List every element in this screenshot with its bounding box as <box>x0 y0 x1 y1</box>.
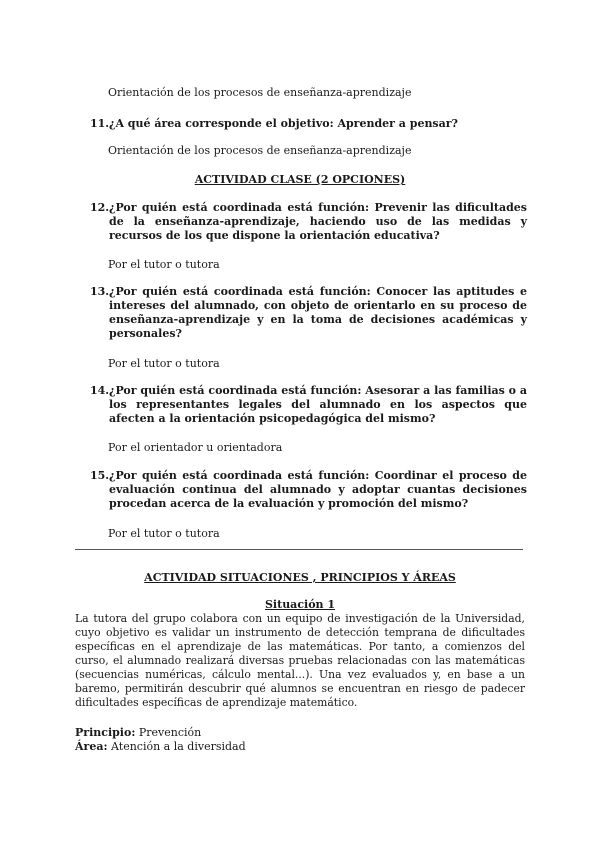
principio-line <box>75 726 201 740</box>
question-14 <box>90 384 527 426</box>
heading-actividad-clase: ACTIVIDAD CLASE (2 OPCIONES) <box>194 173 406 186</box>
principio-value: Prevención <box>138 726 202 739</box>
principio-label: Principio: <box>75 726 136 739</box>
heading-situacion-1: Situación 1 <box>264 598 336 611</box>
question-number: 15. <box>90 469 110 482</box>
answer-12: Por el tutor o tutora <box>108 258 220 271</box>
question-text: ¿Por quién está coordinada está función: Prevenir las dificultades de la enseñanza-aprendizaje, haciendo uso de las medidas y recursos de los que dispone la orientación educativa? <box>109 201 527 242</box>
answer-13: Por el tutor o tutora <box>108 357 220 370</box>
question-11 <box>90 117 527 131</box>
answer-14: Por el orientador u orientadora <box>108 441 283 454</box>
heading-actividad-situaciones: ACTIVIDAD SITUACIONES , PRINCIPIOS Y ÁREAS <box>144 571 456 584</box>
area-line <box>75 740 246 754</box>
section-divider <box>75 549 523 550</box>
answer-10: Orientación de los procesos de enseñanza-aprendizaje <box>108 86 412 99</box>
answer-15: Por el tutor o tutora <box>108 527 220 540</box>
question-15 <box>90 469 527 511</box>
question-text: ¿A qué área corresponde el objetivo: Aprender a pensar? <box>109 117 458 130</box>
question-number: 12. <box>90 201 110 214</box>
area-label: Área: <box>75 740 108 753</box>
situacion-paragraph: La tutora del grupo colabora con un equipo de investigación de la Universidad, cuyo objetivo es validar un instrumento de detección temprana de dificultades específicas en el aprendizaje de las matemáticas. Por tanto, a comienzos del curso, el alumnado realizará diversas pruebas relacionadas con las matemáticas (secuencias numéricas, cálculo mental...). Una vez evaluados y, en base a un baremo, permitirán descubrir qué alumnos se encuentran en riesgo de padecer dificultades específicas de aprendizaje matemático. <box>75 612 525 709</box>
question-number: 11. <box>90 117 110 130</box>
question-13 <box>90 285 527 341</box>
question-text: ¿Por quién está coordinada está función: Asesorar a las familias o a los representantes legales del alumnado en los aspectos que afecten a la orientación psicopedagógica del mismo? <box>109 384 527 425</box>
question-number: 14. <box>90 384 110 397</box>
answer-11: Orientación de los procesos de enseñanza-aprendizaje <box>108 144 412 157</box>
question-text: ¿Por quién está coordinada está función: Coordinar el proceso de evaluación continua del alumnado y adoptar cuantas decisiones procedan acerca de la evaluación y promoción del mismo? <box>109 469 527 510</box>
area-value: Atención a la diversidad <box>111 740 246 753</box>
question-12 <box>90 201 527 243</box>
question-text: ¿Por quién está coordinada está función: Conocer las aptitudes e intereses del alumnado, con objeto de orientarlo en su proceso de enseñanza-aprendizaje y en la toma de decisiones académicas y personales? <box>109 285 527 340</box>
question-number: 13. <box>90 285 110 298</box>
